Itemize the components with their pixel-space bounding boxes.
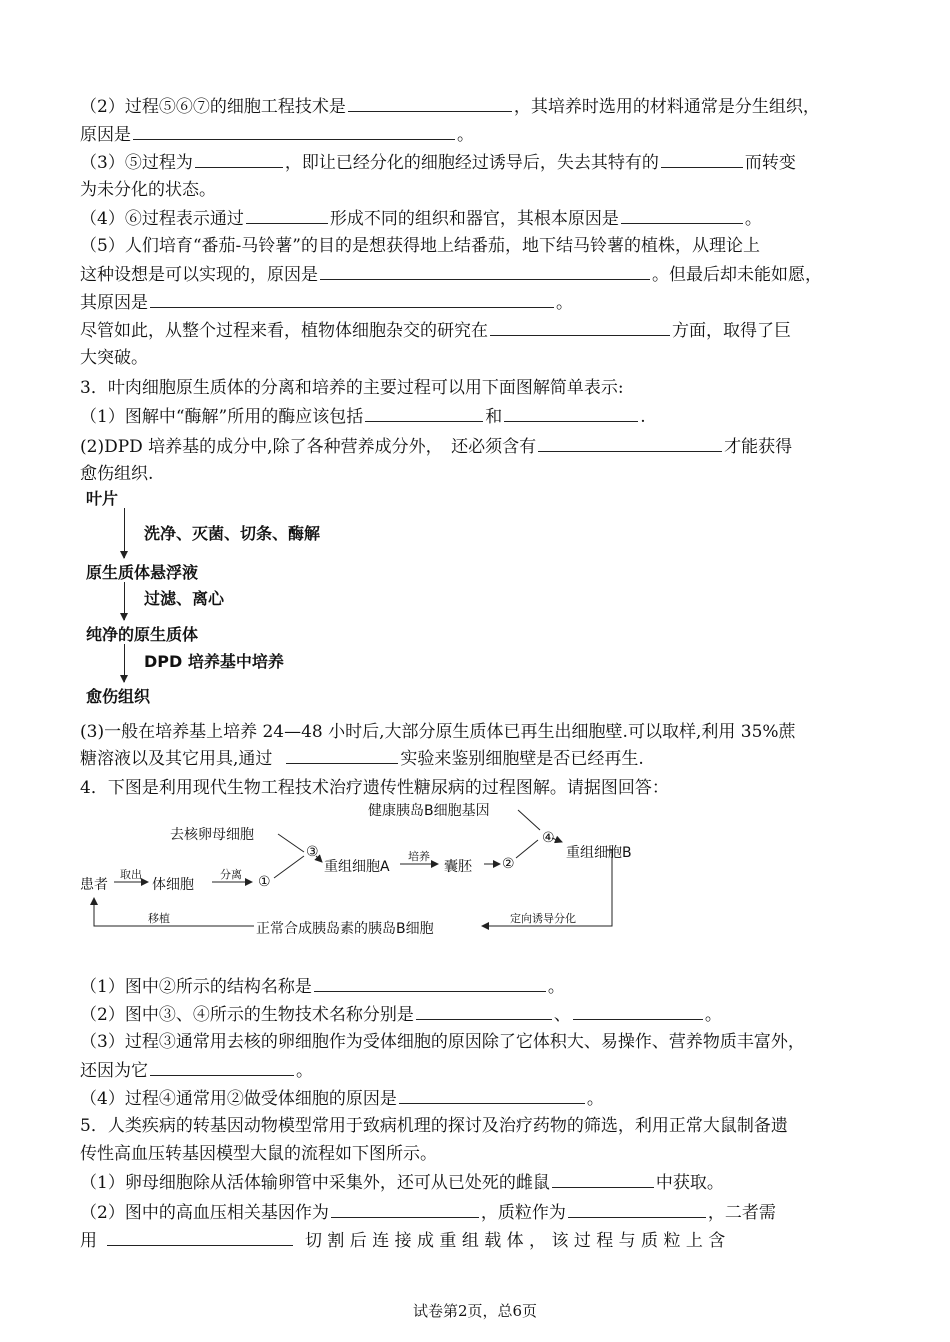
q3-2-text: (2)DPD 培养基的成分中,除了各种营养成分外， 还必须含有 [80, 437, 537, 457]
q2-5-text-g: 大突破。 [80, 348, 148, 368]
protoplast-flowchart [86, 486, 406, 706]
q2-5-text-f: 方面，取得了巨 [672, 321, 791, 341]
q5-2-line [80, 1200, 776, 1225]
q3-2-text-b: 才能获得 [724, 437, 793, 457]
q2-5-text-d: 其原因是 [80, 293, 148, 313]
q2-5-text: （5）人们培育“番茄-马铃薯”的目的是想获得地上结番茄，地下结马铃薯的植株，从理论上 [80, 236, 760, 256]
flow-node: 纯净的原生质体 [86, 625, 199, 644]
q4-text: 4．下图是利用现代生物工程技术治疗遗传性糖尿病的过程图解。请据图回答： [80, 778, 669, 798]
period: 。 [556, 293, 573, 313]
q3-stem [80, 376, 624, 400]
q2-4-line [80, 206, 762, 231]
q2-2-line-2 [80, 122, 474, 147]
diagram-label: 患者 [80, 877, 108, 893]
period: 。 [744, 209, 762, 229]
q2-5-text-c: 。但最后却未能如愿， [652, 265, 822, 285]
answer-blank[interactable] [504, 404, 638, 422]
answer-blank[interactable] [150, 1058, 294, 1076]
q2-2-text: （2）过程⑤⑥⑦的细胞工程技术是 [80, 97, 346, 117]
q2-2-line [80, 94, 820, 119]
answer-blank[interactable] [314, 974, 546, 992]
q2-5-line-3 [80, 290, 573, 315]
q5-2-text-e: 切 割 后 连 接 成 重 组 载 体 ， 该 过 程 与 质 粒 上 含 [305, 1231, 726, 1251]
q5-1-text-b: 中获取。 [655, 1173, 724, 1193]
q5-2-text-d: 用 [80, 1231, 97, 1251]
answer-blank[interactable] [661, 150, 743, 168]
q2-3-text-c: 而转变 [744, 153, 796, 173]
q5-2-text-c: ，二者需 [707, 1203, 776, 1223]
diagram-step: 定向诱导分化 [510, 912, 576, 925]
q4-2-text: （2）图中③、④所示的生物技术名称分别是 [80, 1005, 414, 1025]
q4-3-line-2 [80, 1058, 313, 1083]
q3-1-and: 和 [485, 407, 503, 427]
answer-blank[interactable] [621, 206, 743, 224]
diagram-label: ④ [542, 830, 555, 846]
diagram-label: 去核卵母细胞 [170, 827, 254, 843]
q5-stem [80, 1114, 788, 1138]
q2-3-cont: 为未分化的状态。 [80, 180, 216, 200]
q4-1-line [80, 974, 565, 999]
diagram-step: 培养 [408, 850, 430, 863]
q2-5-line-2 [80, 262, 822, 287]
answer-blank[interactable] [490, 318, 670, 336]
answer-blank[interactable] [286, 746, 398, 764]
q4-1-text: （1）图中②所示的结构名称是 [80, 977, 312, 997]
answer-blank[interactable] [552, 1170, 654, 1188]
answer-blank[interactable] [416, 1002, 552, 1020]
q3-3-text: (3)一般在培养基上培养 24—48 小时后,大部分原生质体已再生出细胞壁.可以取样,利用 35%蔗 [80, 722, 796, 742]
q2-2-reason: 原因是 [80, 125, 131, 145]
q3-2-line [80, 434, 792, 459]
q5-text: 5．人类疾病的转基因动物模型常用于致病机理的探讨及治疗药物的筛选，利用正常大鼠制备遗 [80, 1116, 788, 1136]
period: 。 [586, 1089, 604, 1109]
answer-blank[interactable] [399, 1086, 585, 1104]
q5-text-b: 传性高血压转基因模型大鼠的流程如下图所示。 [80, 1144, 437, 1164]
period: 。 [704, 1005, 722, 1025]
q3-text: 3．叶肉细胞原生质体的分离和培养的主要过程可以用下面图解简单表示: [80, 378, 624, 398]
q2-2-text-b: ，其培养时选用的材料通常是分生组织， [513, 97, 820, 117]
period: 。 [296, 1061, 313, 1081]
page-footer: 试卷第2页，总6页 [412, 1302, 538, 1320]
answer-blank[interactable] [133, 122, 455, 140]
q3-2-line-2 [80, 462, 153, 486]
flow-step: 过滤、离心 [144, 589, 225, 608]
flow-arrow [124, 582, 125, 620]
flow-arrow [124, 644, 125, 682]
q4-2-line [80, 1002, 722, 1027]
diagram-step: 分离 [220, 868, 242, 881]
answer-blank[interactable] [568, 1200, 706, 1218]
diagram-label: 正常合成胰岛素的胰岛B细胞 [256, 921, 434, 937]
q2-3-text-b: ，即让已经分化的细胞经过诱导后，失去其特有的 [284, 153, 659, 173]
q5-stem-2 [80, 1142, 437, 1166]
q3-1-text: （1）图解中“酶解”所用的酶应该包括 [80, 407, 364, 427]
separator: 、 [553, 1005, 571, 1025]
answer-blank[interactable] [365, 404, 483, 422]
q5-1-line [80, 1170, 724, 1195]
diagram-label: 囊胚 [444, 859, 472, 875]
diagram-label: 健康胰岛B细胞基因 [368, 803, 490, 819]
q4-3-text-b: 还因为它 [80, 1061, 148, 1081]
diagram-label: 重组细胞A [324, 859, 390, 875]
q4-3-line [80, 1030, 805, 1054]
flow-step: 洗净、灭菌、切条、酶解 [144, 524, 321, 543]
q5-2-text-b: ，质粒作为 [480, 1203, 566, 1223]
diabetes-therapy-diagram [78, 798, 658, 938]
diagram-label: ③ [306, 844, 319, 860]
q3-2-text-c: 愈伤组织. [80, 464, 154, 484]
q4-4-text: （4）过程④通常用②做受体细胞的原因是 [80, 1089, 397, 1109]
q2-5-text-b: 这种设想是可以实现的，原因是 [80, 265, 318, 285]
flow-step: DPD 培养基中培养 [144, 652, 284, 671]
q2-5-line-4 [80, 318, 791, 343]
q3-1-line [80, 404, 646, 429]
period: 。 [547, 977, 565, 997]
q2-3-line-2 [80, 178, 216, 202]
answer-blank[interactable] [150, 290, 554, 308]
diagram-label: 体细胞 [152, 877, 194, 893]
answer-blank[interactable] [195, 150, 283, 168]
q4-stem [80, 776, 669, 800]
period: 。 [457, 125, 474, 145]
q2-4-text-b: 形成不同的组织和器官，其根本原因是 [329, 209, 619, 229]
q3-3-line [80, 720, 796, 744]
answer-blank[interactable] [246, 206, 328, 224]
answer-blank[interactable] [107, 1228, 293, 1246]
q5-1-text: （1）卵母细胞除从活体输卵管中采集外，还可从已处死的雌鼠 [80, 1173, 550, 1193]
diagram-label: 重组细胞B [566, 845, 632, 861]
flow-node: 叶片 [86, 489, 119, 508]
answer-blank[interactable] [538, 434, 722, 452]
q3-3-line-2 [80, 746, 644, 771]
answer-blank[interactable] [320, 262, 650, 280]
q5-2-line-2 [80, 1228, 725, 1253]
q4-3-text: （3）过程③通常用去核的卵细胞作为受体细胞的原因除了它体积大、易操作、营养物质丰富外， [80, 1032, 805, 1052]
answer-blank[interactable] [348, 94, 512, 112]
q2-5-line [80, 234, 760, 258]
q5-2-text: （2）图中的高血压相关基因作为 [80, 1203, 329, 1223]
q2-3-line [80, 150, 796, 175]
diagram-label: ② [502, 856, 515, 872]
q2-3-text: （3）⑤过程为 [80, 153, 193, 173]
q3-3-text-b: 糖溶液以及其它用具,通过 [80, 749, 273, 769]
q2-5-line-5 [80, 346, 148, 370]
flow-node: 愈伤组织 [86, 687, 151, 706]
flow-node: 原生质体悬浮液 [86, 563, 199, 582]
answer-blank[interactable] [331, 1200, 479, 1218]
flow-arrow [124, 508, 125, 558]
q4-4-line [80, 1086, 604, 1111]
period: . [640, 407, 646, 427]
diagram-step: 移植 [148, 912, 170, 925]
diagram-label: ① [258, 874, 271, 890]
q2-4-text: （4）⑥过程表示通过 [80, 209, 244, 229]
q3-3-text-c: 实验来鉴别细胞壁是否已经再生. [400, 749, 644, 769]
diagram-step: 取出 [120, 868, 142, 881]
q2-5-text-e: 尽管如此，从整个过程来看，植物体细胞杂交的研究在 [80, 321, 488, 341]
answer-blank[interactable] [573, 1002, 703, 1020]
